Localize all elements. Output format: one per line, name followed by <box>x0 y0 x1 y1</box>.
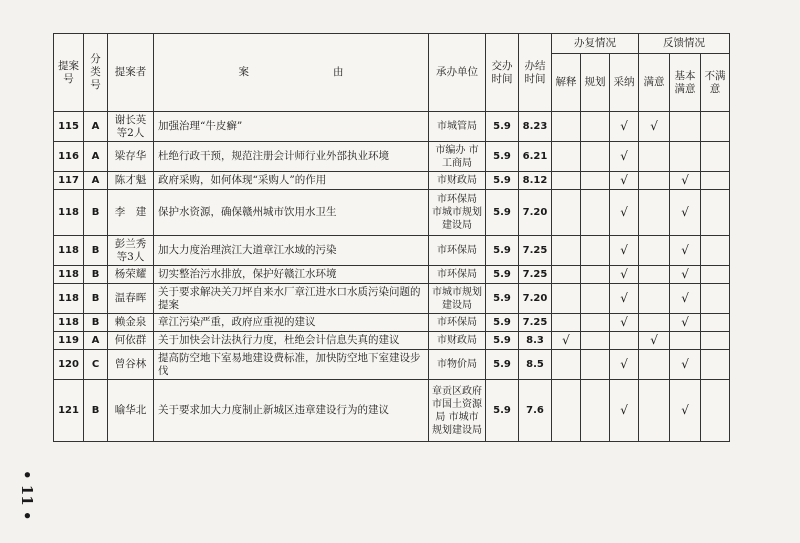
cell-id: 120 <box>54 350 84 380</box>
header-category: 分类号 <box>84 34 108 112</box>
mark-plan <box>581 236 610 266</box>
page-number: • 11 • <box>18 470 36 521</box>
cell-reason: 章江污染严重，政府应重视的建议 <box>154 314 429 332</box>
table-row <box>54 112 730 142</box>
cell-assigned: 5.9 <box>486 172 519 190</box>
mark-satisfied <box>639 190 670 236</box>
cell-id: 119 <box>54 332 84 350</box>
mark-explain <box>552 380 581 442</box>
cell-unit: 市环保局 <box>429 266 486 284</box>
cell-id: 118 <box>54 314 84 332</box>
cell-completed: 7.20 <box>519 284 552 314</box>
cell-completed: 7.25 <box>519 236 552 266</box>
cell-completed: 8.3 <box>519 332 552 350</box>
cell-unit: 市物价局 <box>429 350 486 380</box>
mark-explain <box>552 284 581 314</box>
cell-proposer: 喻华北 <box>108 380 154 442</box>
table-body <box>54 112 730 442</box>
cell-reason: 切实整治污水排放，保护好赣江水环境 <box>154 266 429 284</box>
cell-id: 116 <box>54 142 84 172</box>
mark-basically-satisfied <box>670 332 701 350</box>
cell-proposer: 温春晖 <box>108 284 154 314</box>
table-row <box>54 266 730 284</box>
header-reason: 案 由 <box>154 34 429 112</box>
mark-plan <box>581 112 610 142</box>
cell-category: B <box>84 266 108 284</box>
cell-unit: 市环保局 <box>429 236 486 266</box>
mark-adopt: √ <box>610 172 639 190</box>
cell-category: B <box>84 314 108 332</box>
mark-adopt <box>610 332 639 350</box>
header-assigned: 交办时间 <box>486 34 519 112</box>
header-feedback-group: 反馈情况 <box>639 34 730 54</box>
mark-satisfied <box>639 172 670 190</box>
cell-id: 115 <box>54 112 84 142</box>
mark-satisfied <box>639 380 670 442</box>
mark-explain: √ <box>552 332 581 350</box>
mark-basically-satisfied: √ <box>670 284 701 314</box>
cell-reason: 政府采购，如何体现“采购人”的作用 <box>154 172 429 190</box>
mark-explain <box>552 172 581 190</box>
header-handling-col: 规划 <box>581 54 610 112</box>
cell-assigned: 5.9 <box>486 332 519 350</box>
mark-basically-satisfied: √ <box>670 266 701 284</box>
header-completed: 办结时间 <box>519 34 552 112</box>
cell-completed: 7.20 <box>519 190 552 236</box>
cell-category: B <box>84 236 108 266</box>
cell-reason: 提高防空地下室易地建设费标准，加快防空地下室建设步伐 <box>154 350 429 380</box>
mark-plan <box>581 314 610 332</box>
mark-adopt: √ <box>610 266 639 284</box>
mark-adopt: √ <box>610 350 639 380</box>
mark-explain <box>552 350 581 380</box>
cell-completed: 8.23 <box>519 112 552 142</box>
cell-assigned: 5.9 <box>486 350 519 380</box>
mark-satisfied <box>639 266 670 284</box>
cell-proposer: 何依群 <box>108 332 154 350</box>
cell-completed: 7.6 <box>519 380 552 442</box>
cell-unit: 市财政局 <box>429 332 486 350</box>
cell-assigned: 5.9 <box>486 284 519 314</box>
cell-assigned: 5.9 <box>486 314 519 332</box>
cell-reason: 保护水资源，确保赣州城市饮用水卫生 <box>154 190 429 236</box>
table-row <box>54 332 730 350</box>
cell-assigned: 5.9 <box>486 112 519 142</box>
mark-satisfied <box>639 142 670 172</box>
cell-category: B <box>84 284 108 314</box>
cell-assigned: 5.9 <box>486 236 519 266</box>
cell-proposer: 彭兰秀等3人 <box>108 236 154 266</box>
cell-category: A <box>84 142 108 172</box>
mark-adopt: √ <box>610 112 639 142</box>
mark-unsatisfied <box>701 284 730 314</box>
cell-category: A <box>84 112 108 142</box>
mark-adopt: √ <box>610 236 639 266</box>
table-row <box>54 314 730 332</box>
cell-unit: 市城管局 <box>429 112 486 142</box>
header-feedback-col: 不满意 <box>701 54 730 112</box>
mark-basically-satisfied <box>670 142 701 172</box>
cell-id: 118 <box>54 190 84 236</box>
header-handling-col: 采纳 <box>610 54 639 112</box>
cell-assigned: 5.9 <box>486 266 519 284</box>
cell-completed: 7.25 <box>519 314 552 332</box>
mark-basically-satisfied: √ <box>670 190 701 236</box>
cell-assigned: 5.9 <box>486 190 519 236</box>
mark-satisfied <box>639 314 670 332</box>
mark-explain <box>552 142 581 172</box>
header-unit: 承办单位 <box>429 34 486 112</box>
cell-category: B <box>84 380 108 442</box>
mark-satisfied <box>639 236 670 266</box>
cell-reason: 杜绝行政干预，规范注册会计师行业外部执业环境 <box>154 142 429 172</box>
proposal-table <box>53 33 730 442</box>
mark-adopt: √ <box>610 190 639 236</box>
mark-unsatisfied <box>701 380 730 442</box>
cell-proposer: 赖金泉 <box>108 314 154 332</box>
cell-completed: 8.5 <box>519 350 552 380</box>
cell-category: B <box>84 190 108 236</box>
mark-plan <box>581 266 610 284</box>
table-row <box>54 172 730 190</box>
cell-reason: 加大力度治理滨江大道章江水域的污染 <box>154 236 429 266</box>
cell-id: 118 <box>54 236 84 266</box>
cell-category: C <box>84 350 108 380</box>
mark-basically-satisfied: √ <box>670 236 701 266</box>
cell-reason: 关于加快会计法执行力度，杜绝会计信息失真的建议 <box>154 332 429 350</box>
mark-unsatisfied <box>701 236 730 266</box>
header-handling-group: 办复情况 <box>552 34 639 54</box>
cell-id: 118 <box>54 266 84 284</box>
cell-unit: 市城市规划建设局 <box>429 284 486 314</box>
cell-category: A <box>84 332 108 350</box>
mark-unsatisfied <box>701 350 730 380</box>
cell-proposer: 曾谷林 <box>108 350 154 380</box>
mark-satisfied: √ <box>639 112 670 142</box>
mark-plan <box>581 172 610 190</box>
cell-completed: 6.21 <box>519 142 552 172</box>
mark-basically-satisfied <box>670 112 701 142</box>
cell-unit: 市财政局 <box>429 172 486 190</box>
cell-id: 117 <box>54 172 84 190</box>
mark-unsatisfied <box>701 332 730 350</box>
mark-unsatisfied <box>701 314 730 332</box>
mark-basically-satisfied: √ <box>670 350 701 380</box>
table-row <box>54 142 730 172</box>
mark-satisfied <box>639 284 670 314</box>
cell-proposer: 杨荣耀 <box>108 266 154 284</box>
cell-reason: 关于要求加大力度制止新城区违章建设行为的建议 <box>154 380 429 442</box>
cell-reason: 加强治理“牛皮癣” <box>154 112 429 142</box>
header-id: 提案号 <box>54 34 84 112</box>
mark-unsatisfied <box>701 266 730 284</box>
table-row <box>54 190 730 236</box>
cell-id: 121 <box>54 380 84 442</box>
mark-unsatisfied <box>701 190 730 236</box>
mark-explain <box>552 190 581 236</box>
mark-plan <box>581 350 610 380</box>
mark-adopt: √ <box>610 142 639 172</box>
mark-unsatisfied <box>701 142 730 172</box>
mark-explain <box>552 236 581 266</box>
header-feedback-col: 满意 <box>639 54 670 112</box>
cell-proposer: 谢长英等2人 <box>108 112 154 142</box>
mark-basically-satisfied: √ <box>670 314 701 332</box>
mark-explain <box>552 112 581 142</box>
table-row <box>54 236 730 266</box>
mark-explain <box>552 266 581 284</box>
cell-unit: 市环保局 <box>429 314 486 332</box>
mark-adopt: √ <box>610 284 639 314</box>
cell-proposer: 梁存华 <box>108 142 154 172</box>
header-proposer: 提案者 <box>108 34 154 112</box>
cell-unit: 市环保局 市城市规划建设局 <box>429 190 486 236</box>
mark-adopt: √ <box>610 380 639 442</box>
header-handling-col: 解释 <box>552 54 581 112</box>
mark-satisfied: √ <box>639 332 670 350</box>
cell-unit: 市编办 市工商局 <box>429 142 486 172</box>
cell-reason: 关于要求解决关刀坪自来水厂章江进水口水质污染问题的提案 <box>154 284 429 314</box>
cell-category: A <box>84 172 108 190</box>
cell-proposer: 李 建 <box>108 190 154 236</box>
mark-plan <box>581 380 610 442</box>
mark-plan <box>581 142 610 172</box>
mark-plan <box>581 190 610 236</box>
table-row <box>54 380 730 442</box>
mark-unsatisfied <box>701 172 730 190</box>
mark-basically-satisfied: √ <box>670 380 701 442</box>
cell-completed: 7.25 <box>519 266 552 284</box>
mark-plan <box>581 284 610 314</box>
cell-completed: 8.12 <box>519 172 552 190</box>
header-feedback-col: 基本满意 <box>670 54 701 112</box>
cell-unit: 章贡区政府 市国土资源局 市城市规划建设局 <box>429 380 486 442</box>
cell-assigned: 5.9 <box>486 142 519 172</box>
table-row <box>54 350 730 380</box>
cell-id: 118 <box>54 284 84 314</box>
cell-assigned: 5.9 <box>486 380 519 442</box>
cell-proposer: 陈才魁 <box>108 172 154 190</box>
mark-basically-satisfied: √ <box>670 172 701 190</box>
mark-adopt: √ <box>610 314 639 332</box>
mark-explain <box>552 314 581 332</box>
mark-plan <box>581 332 610 350</box>
table-row <box>54 284 730 314</box>
mark-unsatisfied <box>701 112 730 142</box>
mark-satisfied <box>639 350 670 380</box>
